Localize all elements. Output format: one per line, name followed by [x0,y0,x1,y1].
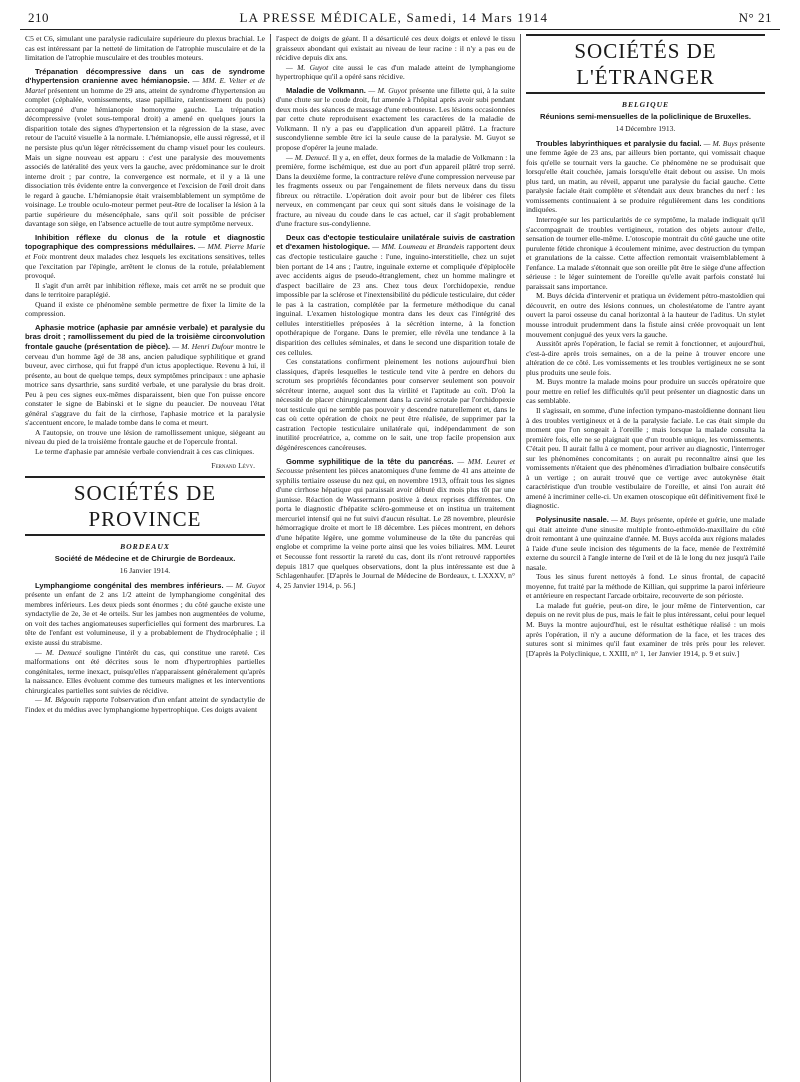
article-authors: — M. Guyot [368,85,407,95]
signature: Fernand Lévy. [211,460,255,470]
article-title: Lymphangiome congénital des membres inférieurs. [35,580,224,590]
article-body: rapportent deux cas d'ectopie testiculaire gauche : l'une, inguino-interstitielle, chez un sujet bien portant de 14 ans ; l'autre, inguinale externe et compliquée d'épiplocèle avec accidents aigus de pseudo-étranglement, chez un homme malingre et d'aspect bacillaire de 23 ans. Chez tous deux l'orchidopexie, rendue impossible par la sclérose et l'inextensibilité du pédicule testiculaire, dut céder le pas à la castration, complétée par la fermeture méthodique du canal inguinal. L'examen histologique montra dans les deux cas l'intégrité des cellules interstitielles préposées à la sécrétion interne, à la fonction opothérapique de l'organe. Dans le premier, elle révéla une tendance à la disparition des cellules séminales, et dans le second une disparition totale de ces cellules. [276,242,516,357]
publication-title: LA PRESSE MÉDICALE, Samedi, 14 Mars 1914 [239,10,549,25]
society-heading: Réunions semi-mensuelles de la policlinique de Bruxelles. [539,111,751,121]
article-authors: — M. Buys [611,514,646,524]
article [25,233,265,281]
paragraph-text: souligne l'intérêt du cas, qui constitue une rareté. Ces malformations ont été décrites sous le nom d'hypertrophies partielles congénitales, terme inexact, puisqu'elles n'apparaissent généralement qu'après la naissance. Elles évoluent comme des tumeurs malignes et les interventions chirurgicales partielles sont suivies de récidive. [25,647,265,695]
paragraph: Aussitôt après l'opération, le facial se remit à fonctionner, et aujourd'hui, c'est-à-dire après trois semaines, on a de la peine à trouver encore une altération de ce côté. Les vomissements et les troubles vertigineux ne se sont plus produits une seule fois. [526,339,765,377]
section-banner: SOCIÉTÉS DE PROVINCE [25,476,265,536]
article [25,581,265,648]
paragraph: Ces constatations confirment pleinement les notions aujourd'hui bien classiques, d'après lesquelles le testicule tend vite à perdre en dehors du scrotum ses propriétés fécondantes pour conserver seulement son pouvoir sécréteur interne, auquel sont dus la virilité et l'aptitude au coït. D'où la nécessité de placer chirurgicalement dans la cavité scrotale par l'orchidopexie tout testicule qui ne semble pas pouvoir y descendre naturellement et, dans le cas où cette opération de choix ne peut être réalisée, de supprimer par la castration l'ectopie testiculaire unilatérale qui, indépendamment de son inutilité procréatrice, a, comme on le sait, une trop facile propension aux dégénérescences cancéreuses. [276,357,515,452]
speaker: — M. Denucé [35,647,82,657]
article-authors: — M. Guyot [226,580,265,590]
paragraph-text: cite aussi le cas d'un malade atteint de lymphangiome hypertrophique qu'il a opéré sans récidive. [276,62,515,82]
article [25,67,265,229]
article [25,323,265,428]
article-body: présente une femme âgée de 23 ans, par ailleurs bien portante, qui vomissait chaque fois qu'elle se tournait vers la gauche. Ce phénomène ne se produisait que lorsqu'elle était couchée, jamais lorsqu'elle était debout ou assise. Un mois plus tard, un matin, au réveil, apparut une paralysie du facial gauche. Cette paralysie faciale était complète et s'étendait aux deux branches du nerf : les vomissements continuaient à se produire régulièrement dans les conditions indiquées. [526,138,765,215]
paragraph: M. Buys décida d'intervenir et pratiqua un évidement pétro-mastoïdien qui découvrit, en outre des lésions connues, un cholestéatome de l'antre ayant ouvert la paroi osseuse du canal horizontal à la hauteur de l'aditus. Un stylet mousse introduit prudemment dans la fistule ainsi créée provoquait un lent mouvement conjugué des yeux vers la gauche. [526,291,765,339]
paragraph [276,63,515,82]
paragraph [526,601,765,658]
paragraph: Il s'agissait, en somme, d'une infection tympano-mastoïdienne donnant lieu à des troubles vertigineux et à de la paralysie faciale. Le cas était simple du moment que l'on songeait à l'oreille ; mais lorsque la malade consulta la première fois, elle ne se plaignait que d'un trouble unique, les vomissements. C'était peu. Il aurait fallu à ce moment, pour arriver au diagnostic, l'interroger sur les phénomènes concomitants ; on aurait pu reconnaître ainsi que les vomissements n'étaient que des phénomènes d'irradiation bulbaire consécutifs à un vertige ; on aurait trouvé que ce vertige avec autokynèse était caractéristique d'un trouble vestibulaire de l'oreille, et ainsi l'on aurait été amené à incriminer celle-ci. Un examen otoscopique eût définitivement fixé le diagnostic. [526,405,765,511]
article-body: montrent deux malades chez lesquels les excitations sensitives, telles que l'excitation par l'épingle, arrêtent le clonus de la rotule, préalablement provoqué. [25,252,266,281]
page-header [20,0,780,30]
issue-number: N° 21 [738,10,772,25]
article-title: Maladie de Volkmann. [286,85,366,95]
paragraph: Interrogée sur les particularités de ce symptôme, la malade indiquait qu'il s'accompagnait de troubles vertigineux, rotation des objets autour d'elle, sensation de tourner elle-même. L'otoscopie montrait du côté gauche une otite purulente fétide chronique à écoulement minime, avec destruction du tympan et granulations de la caisse. Cette affection remontait vraisemblablement à l'enfance. La malade s'étonnait que son oreille pût être le siège d'une affection sérieuse : le léger suintement de l'oreille qu'elle avait parfois constaté lui paraissait sans importance. [526,215,765,291]
paragraph [25,648,265,696]
section-banner: SOCIÉTÉS DE L'ÉTRANGER [526,34,765,94]
article-authors: — MM. Pierre Marie et Foix [25,242,265,262]
article-body: présente un enfant de 2 ans 1/2 atteint de lymphangiome congénital des membres inférieurs. Les deux pieds sont énormes ; du côté gauche existe une syndactylie de 2e, 3e et 4e orteils. Sur les jambes non augmentées de volume, on voit des taches angiomateuses superficielles qui forment des marbrures. La tête de l'enfant est volumineuse, il y a probablement de l'hydrocéphalie ; il existe aussi du strabisme. [25,590,265,647]
article [276,457,515,591]
article-title: Polysinusite nasale. [536,514,609,524]
article-body: présentent un homme de 29 ans, atteint de syndrome d'hypertension au complet (céphalée, vomissements, stase papillaire, ralentissement du pouls) accompagné d'une hémianopsie homonyme gauche. La trépanation décompressive (volet sous-temporal droit) a amené en quelques jours la disparition totale des signes d'hypertension et la régression de la stase, avec retour de l'acuité visuelle à la normale. L'hémianopsie, elle aussi régressé, et il ne persiste plus qu'un léger rétrécissement du champ visuel pour les couleurs. Mais un signe nouveau est apparu : c'est une paralysie des mouvements associés de latéralité des yeux vers la gauche, avec prédominance sur le droit interne droit ; par contre, la convergence est normale, et il y a là une dissociation très évidente entre la convergence et l'excision de l'œil droit dans le regard à gauche. L'hémianopsie était vraisemblablement un symptôme de voisinage. Le trouble oculo-moteur permet peut-être de localiser la lésion à la partie supérieure du mésencéphale, sans qu'il soit possible de préciser davantage son siège, en l'absence actuelle de tout autre symptôme nerveux. [25,85,265,229]
column-3 [520,34,770,1082]
article [276,233,515,357]
page-number: 210 [28,10,49,25]
article-authors: — MM. Leuret et Secousse [276,456,515,476]
city-heading: BORDEAUX [120,542,170,552]
paragraph: l'aspect de doigts de géant. Il a désarticulé ces deux doigts et enlevé le tissu graisseux abondant qui existait au niveau de leur racine : il n'y a pas eu de récidive depuis dix ans. [276,34,515,63]
article [276,86,515,153]
column-1 [20,34,270,1082]
paragraph-text: Il y a, en effet, deux formes de la maladie de Volkmann : la première, forme ischémique, est due au port d'un appareil plâtré trop serré. Dans la deuxième forme, la contracture relève d'une compression nerveuse par les fragments osseux ou par l'engainement de filets nerveux dans du tissu fibreux ou rétractile. L'opération doit avoir pour but de libérer ces filets nerveux, en commençant par ceux qui sont situés dans le voisinage de la fracture, au niveau du coude dans le cas actuel, car il s'agit probablement d'une fracture sus-condylienne. [276,152,515,229]
paragraph: A l'autopsie, on trouve une lésion de ramollissement unique, siégeant au niveau du pied de la troisième frontale gauche et de l'opercule frontal. [25,427,265,447]
speaker: — M. Guyot [286,62,329,72]
article-title: Inhibition réflexe du clonus de la rotule et diagnostic topographique des compressions médullaires. [25,232,265,252]
article-body: présente, opérée et guérie, une malade qui était atteinte d'une sinusite multiple fronto-ethmoïdo-maxillaire du côté droit remontant à une quinzaine d'année. M. Buys accéda aux régions malades à l'aide d'une seule incision des téguments de la face, menée de l'extrémité externe du sourcil à l'angle interne de l'œil et de là le long du nez jusqu'à l'aile nasale. [526,514,765,572]
paragraph: M. Buys montre la malade moins pour produire un succès opératoire que pour mettre en relief les difficultés qu'il peut présenter un diagnostic dans un cas semblable. [526,377,765,406]
paragraph-text: rapporte l'observation d'un enfant atteint de syndactylie de l'index et du médius avec lymphangiome hypertrophique. Ces doigts avaient [25,695,265,714]
article-authors: — MM. Loumeau et Brandeis [372,242,465,252]
article-body: présente une fillette qui, à la suite d'une chute sur le coude droit, fut amenée à l'hôpital après avoir subi pendant deux mois des séances de massage d'une rebouteuse. Les lésions occasionnées par cette chute reproduisent exactement les caractères de la maladie de Volkmann. Il n'y a pas eu d'application d'un appareil plâtré. La fracture suscondylienne semble être ici la seule cause de la paralysie. M. Guyot se propose d'opérer la jeune malade. [276,85,515,153]
article-authors: — M. Buys [703,138,738,148]
session-date: 16 Janvier 1914. [119,566,171,576]
article-body: montre le cerveau d'un homme âgé de 38 ans, ancien paludique syphilitique et grand buveur, avec cirrhose, qui fut frappé d'un ictus apoplectique. Revenu à lui, il présente, au bout de quelque temps, deux symptômes principaux : une aphasie motrice sans dysarthrie, sans surdité verbale, et une paralysie du bras droit. Peu à peu ces signes eux-mêmes disparaissent, bien que l'on puisse encore constater le signe de Babinski et le signe du peaucier. De nouveau l'état général s'aggrave du fait de la cirrhose, l'aphasie motrice et la paralysie s'accentuent encore, le malade tombe dans le coma et meurt. [25,341,266,428]
article-title: Deux cas d'ectopie testiculaire unilatérale suivis de castration et d'examen histologique. [276,232,515,252]
article [526,515,765,572]
article-authors: — M. Henri Dufour [172,341,234,351]
speaker: — M. Bégouin [35,695,81,705]
paragraph: Il s'agit d'un arrêt par inhibition réflexe, mais cet arrêt ne se produit que dans le territoire paraplégié. [25,280,265,300]
paragraph: Quand il existe ce phénomène semble permettre de fixer la limite de la compression. [25,299,265,319]
society-heading: Société de Médecine et de Chirurgie de Bordeaux. [54,553,236,563]
speaker: — M. Denucé. [286,152,331,162]
paragraph [25,695,265,714]
reference: [D'après la Polyclinique, t. XXIII, n° 1, 1er Janvier 1914, p. 9 et suiv.] [526,648,740,658]
paragraph: C5 et C6, simulant une paralysie radiculaire supérieure du plexus brachial. Le cas est intéressant par la netteté de limitation de l'atrophie musculaire et de la limitation de l'atrophie musculaire et des troubles moteurs. [25,34,265,63]
newspaper-page [20,0,780,1082]
article-title: Troubles labyrinthiques et paralysie du facial. [536,138,702,148]
article-title: Gomme syphilitique de la tête du pancréas. [286,456,454,466]
article-title: Trépanation décompressive dans un cas de syndrome d'hypertension cranienne avec hémianopsie. [25,66,265,86]
column-2 [270,34,520,1082]
article-title: Aphasie motrice (aphasie par amnésie verbale) et paralysie du bras droit ; ramollissement du pied de la troisième circonvolution frontale gauche (présentation de pièce). [25,322,265,351]
article-body: présentent les pièces anatomiques d'une femme de 41 ans atteinte de syphilis tertiaire osseuse du nez qui, en novembre 1913, offrait tous les signes d'une cirrhose hépatique qui paraissait avoir débuté dix mois plus tôt par une jaunisse. Réaction de Wassermann positive à deux reprises différentes. On porta le diagnostic d'hépatite scléro-gommeuse et on institua un traitement mercuriel intensif qui ne fut suivi d'aucun résultat. Le 28 novembre, pleurésie hémorragique droite et mort le 18 décembre. Les pièces montrent, en dehors d'une hépatite légère, une gomme volumineuse de la tête du pancréas qui englobe et comprime la veine porte ainsi que les voies biliaires. MM. Leuret et Secousse font ressortir la rareté du cas, dont ils n'ont retrouvé rapportées depuis 1817 que quelques observations, dont la plus intéressante est due à Schlagenhaufer. [276,466,515,581]
country-heading: BELGIQUE [621,100,670,109]
session-date: 14 Décembre 1913. [615,124,676,134]
reference: [D'après le Journal de Médecine de Bordeaux, t. LXXXV, n° 4, 25 Janvier 1914, p. 56.] [276,571,515,590]
paragraph [276,153,515,229]
article-authors: — MM. E. Velter et de Martel [25,76,265,95]
article [526,139,765,215]
paragraph-text: La malade fut guérie, peut-on dire, le jour même de l'intervention, car depuis on ne revit plus de pus, mais le fait le plus intéressant, celui pour lequel M. Buys la montre aujourd'hui, est le résultat esthétique réalisé : un mois après l'opération, il n'y a aucune déformation de la face, et les traces des sutures sont si minimes qu'il faut examiner de très près pour les relever. [526,600,765,649]
paragraph: Le terme d'aphasie par amnésie verbale conviendrait à ces cas cliniques. [35,446,255,456]
paragraph: Tous les sinus furent nettoyés à fond. Le sinus frontal, de capacité moyenne, fut traité par la méthode de Killian, qui supprime la paroi inférieure et antérieure en respectant l'arcade orbitaire, recouverte de son périoste. [526,572,765,601]
